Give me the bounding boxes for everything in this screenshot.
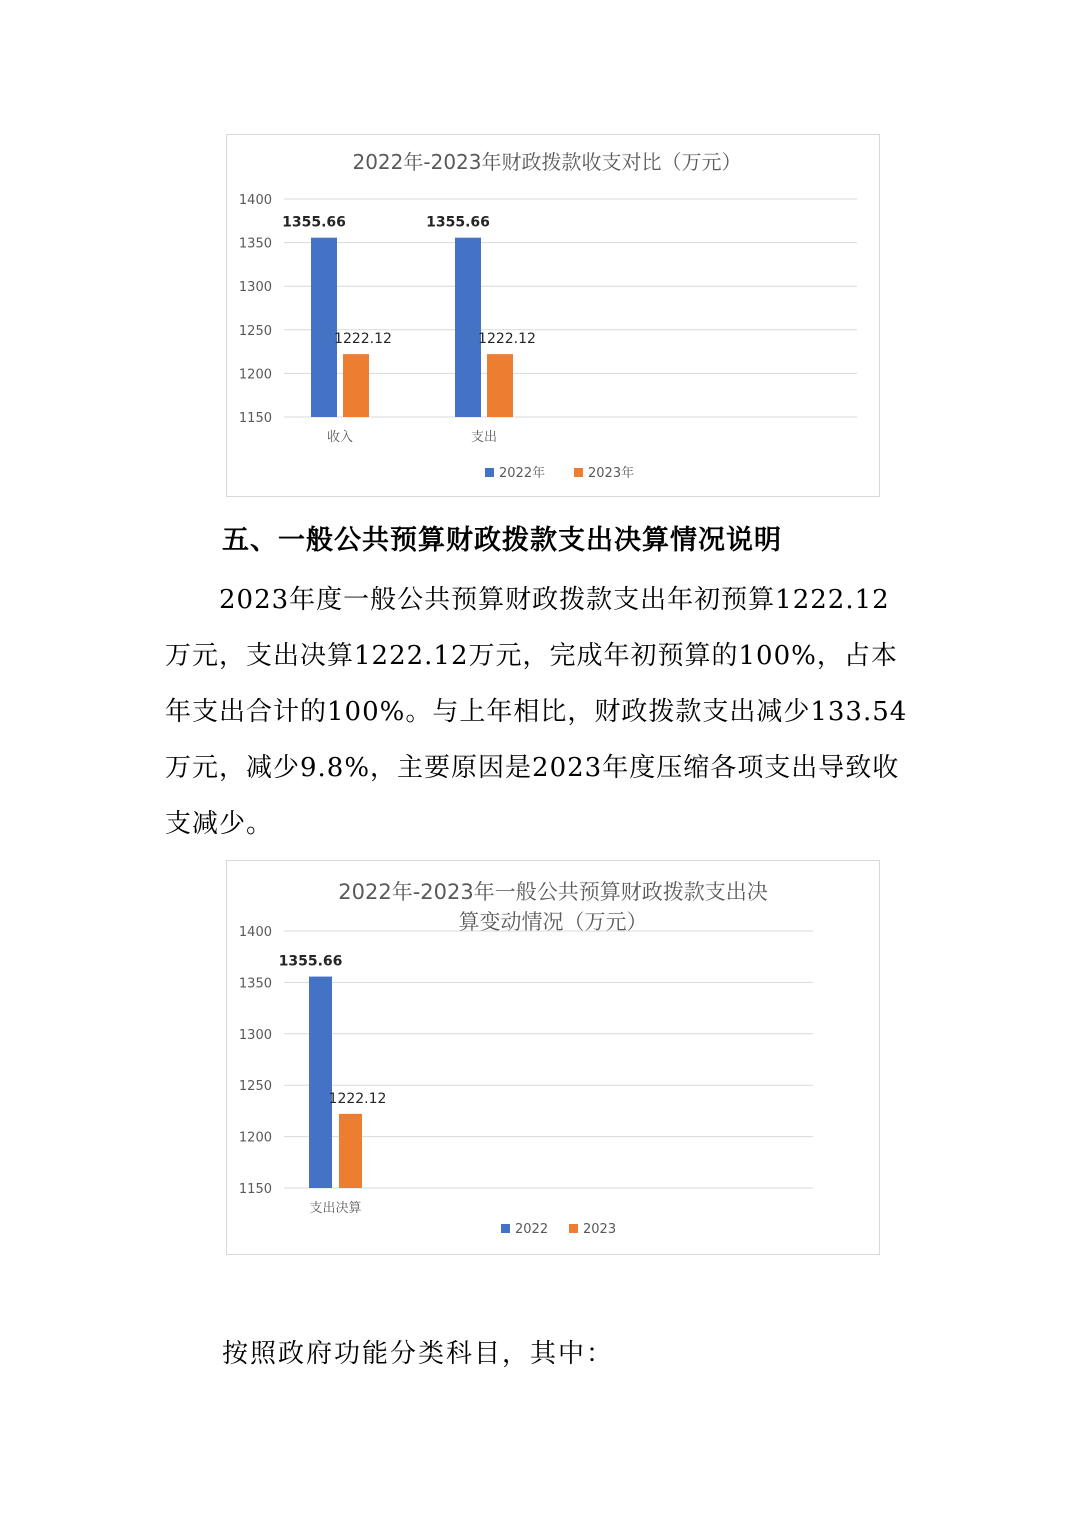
chart-expense-change [226, 860, 880, 1255]
bar [487, 354, 513, 417]
bar [339, 1114, 362, 1188]
y-tick-label: 1250 [238, 323, 272, 339]
data-label: 1222.12 [334, 331, 392, 348]
y-tick-label: 1400 [238, 193, 272, 208]
bar [311, 238, 337, 417]
bar [309, 977, 332, 1188]
data-label: 1222.12 [478, 331, 536, 348]
bar [343, 354, 369, 417]
data-label: 1355.66 [426, 214, 490, 231]
legend-swatch [569, 1224, 578, 1233]
chart1-svg [227, 135, 879, 496]
y-tick-label: 1300 [238, 1027, 272, 1043]
section-heading: 五、一般公共预算财政拨款支出决算情况说明 [222, 525, 782, 556]
x-category-label: 支出 [470, 430, 498, 445]
paragraph-line: 2023年度一般公共预算财政拨款支出年初预算1222.12 [165, 585, 890, 615]
chart-income-expense-comparison [226, 134, 880, 497]
data-label: 1355.66 [282, 214, 346, 231]
y-tick-label: 1200 [238, 1130, 272, 1146]
y-tick-label: 1250 [238, 1079, 272, 1095]
closing-text: 按照政府功能分类科目，其中： [222, 1339, 615, 1369]
y-tick-label: 1150 [238, 1182, 272, 1197]
chart-title: 2022年-2023年一般公共预算财政拨款支出决 [338, 880, 768, 904]
paragraph-line: 万元，支出决算1222.12万元，完成年初预算的100%，占本 [165, 641, 898, 671]
bar [455, 238, 481, 417]
legend-label: 2022 [515, 1222, 549, 1237]
data-label: 1355.66 [278, 953, 343, 970]
legend-swatch [501, 1224, 510, 1233]
y-tick-label: 1400 [238, 925, 272, 940]
paragraph-line: 万元，减少9.8%，主要原因是2023年度压缩各项支出导致收 [165, 753, 900, 783]
data-label: 1222.12 [328, 1090, 387, 1107]
chart-title: 2022年-2023年财政拨款收支对比（万元） [352, 150, 742, 174]
y-tick-label: 1200 [238, 367, 272, 383]
legend-swatch [485, 468, 494, 477]
legend-label: 2023年 [588, 466, 635, 481]
y-tick-label: 1350 [238, 976, 272, 992]
x-category-label: 收入 [326, 430, 354, 445]
x-category-label: 支出决算 [309, 1201, 362, 1216]
legend-label: 2022年 [499, 466, 546, 481]
y-tick-label: 1150 [238, 411, 272, 426]
y-tick-label: 1350 [238, 236, 272, 252]
section-paragraph [165, 572, 925, 852]
chart2-svg [227, 861, 879, 1254]
legend-label: 2023 [583, 1222, 617, 1237]
legend-swatch [574, 468, 583, 477]
chart-title: 算变动情况（万元） [458, 910, 648, 934]
paragraph-line: 年支出合计的100%。与上年相比，财政拨款支出减少133.54 [165, 697, 908, 727]
paragraph-line: 支减少。 [165, 809, 274, 839]
y-tick-label: 1300 [238, 280, 272, 296]
